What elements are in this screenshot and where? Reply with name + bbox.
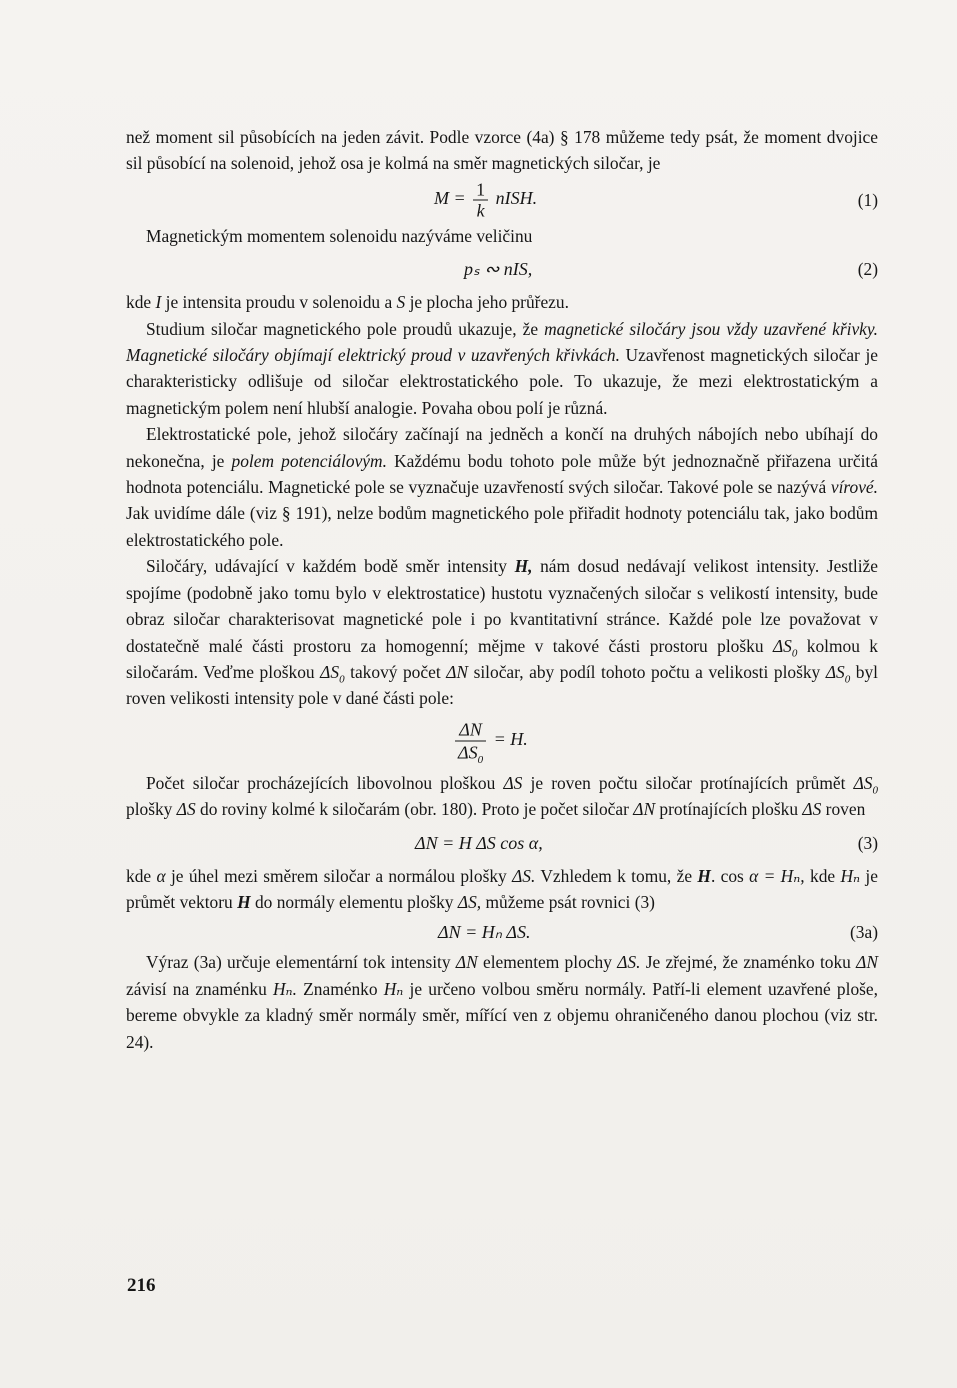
equation-1-number: (1) — [857, 189, 878, 210]
symbol-base: ΔS — [458, 742, 478, 763]
paragraph-3 — [126, 289, 878, 315]
equation-2-formula: pₛ ∾ nIS, — [464, 259, 533, 280]
symbol: ΔS — [176, 799, 196, 820]
symbol: ΔN — [856, 952, 878, 973]
text-span: Každému bodu tohoto pole může být jednoznačně přiřazena určitá hodnota potenciálu. Magnetické pole se vyznačuje uzavřeností svých siločar. Takové pole se nazývá — [126, 450, 878, 498]
text-span: Siločáry, udávající v každém bodě směr intensity — [146, 556, 507, 577]
text-span: kde — [126, 292, 152, 313]
subscript: 0 — [872, 784, 878, 797]
text-span: protínajících plošku — [659, 799, 799, 820]
symbol: ΔN — [446, 661, 469, 682]
text-span: Výraz (3a) určuje elementární tok intensity — [146, 952, 451, 973]
text-span: nám dosud nedávají velikost intensity. Jestliže spojíme (podobně jako tomu bylo v elektrostatice) hustotu vyznačených siločar s velikostí intensity, bude obraz siločar charakterisovat magnetické pole i po kvantitativní stránce. Každé pole lze považovat v dostatečně malé části prostoru za homogenní; mějme v takové části prostoru plošku — [126, 556, 879, 656]
text-span: je průmět vektoru — [126, 865, 878, 912]
paragraph-8 — [126, 863, 878, 916]
text-span: siločar, aby podíl tohoto počtu a velikosti plošky — [473, 661, 821, 682]
text-span: Jak uvidíme dále (viz § 191), nelze bodům magnetického pole přiřadit hodnoty potenciálu tak, jako bodům elektrostatického pole. — [126, 503, 878, 550]
symbol-base: ΔS — [772, 635, 792, 656]
subscript: 0 — [339, 673, 345, 686]
equation-3-formula: ΔN = H ΔS cos α, — [415, 832, 543, 853]
text-span: Je zřejmé, že znaménko toku — [645, 952, 851, 973]
symbol-base: ΔS — [320, 661, 340, 682]
vector-symbol: H — [237, 891, 251, 912]
symbol: I — [155, 292, 162, 313]
text-span: je intensita proudu v solenoidu a — [165, 292, 393, 313]
equation-3a-formula: ΔN = Hₙ ΔS. — [438, 922, 531, 943]
text-span: je roven počtu siločar protínajících průmět — [530, 772, 846, 793]
text-span: Elektrostatické pole, jehož siločáry začínají na jedněch a končí na druhých nábojích nebo ubíhají do nekonečna, je — [126, 424, 878, 471]
subscript: 0 — [477, 753, 484, 766]
text-span: roven — [825, 799, 866, 820]
subscript: 0 — [791, 646, 798, 659]
page-number: 216 — [127, 1275, 156, 1296]
text-span: Vzhledem k tomu, že — [540, 865, 693, 886]
text-span: kde — [126, 865, 152, 886]
symbol: ΔN — [455, 952, 478, 973]
symbol — [320, 661, 345, 686]
symbol — [853, 772, 878, 797]
text-span: je určeno volbou směru normály. Patří-li element uzavřené ploše, bereme obvykle za kladný směr normály směr, mířící ven z objemu ohraničeného danou plochou (viz str. 24). — [126, 978, 878, 1052]
equation-1 — [126, 177, 878, 223]
text-span: kolmou k siločarám. Veďme ploškou — [126, 635, 878, 682]
symbol: ΔS — [503, 772, 523, 793]
symbol-base: ΔS — [853, 772, 873, 793]
page-body — [126, 124, 878, 1055]
equation-1-formula — [434, 179, 537, 220]
eq1-rhs: nISH. — [495, 187, 538, 208]
fraction — [455, 718, 486, 766]
symbol: Hₙ. — [273, 978, 297, 999]
paragraph-6 — [126, 553, 878, 711]
symbol — [825, 661, 851, 686]
equation-fraction — [126, 712, 878, 770]
equation-3-number: (3) — [857, 832, 878, 853]
paragraph-7 — [126, 770, 878, 823]
symbol: ΔS, — [457, 891, 482, 912]
symbol: ΔS. — [617, 952, 641, 973]
equation-2 — [126, 249, 878, 289]
symbol-base: ΔS — [825, 661, 845, 682]
fraction-numerator: ΔN — [455, 718, 486, 741]
paragraph-1 — [126, 124, 878, 177]
fraction-denominator — [455, 741, 486, 766]
vector-symbol: H — [697, 865, 711, 886]
equation-fraction-formula — [452, 718, 528, 766]
paragraph-5 — [126, 421, 878, 553]
text-span: můžeme psát rovnici (3) — [485, 891, 655, 912]
paragraph-2 — [126, 223, 878, 249]
eq1-fraction — [473, 179, 488, 220]
symbol: ΔS — [802, 799, 822, 820]
symbol: α — [156, 865, 166, 886]
text-span: Znaménko — [303, 978, 378, 999]
text-span: kde — [810, 865, 836, 886]
text-span: plošky — [126, 799, 173, 820]
emphasis: vírové. — [830, 477, 878, 498]
equation-2-number: (2) — [857, 259, 878, 280]
eq1-lhs: M = — [434, 187, 466, 208]
text-span: je plocha jeho průřezu. — [409, 292, 569, 313]
text-span: elementem plochy — [482, 952, 612, 973]
paragraph-9 — [126, 949, 878, 1055]
equation-3a-number: (3a) — [850, 922, 878, 943]
text-span: takový počet — [350, 661, 441, 682]
symbol — [772, 635, 798, 659]
text-span: byl roven velikosti intensity pole v dané části pole: — [126, 661, 878, 709]
text-span: závisí na znaménku — [126, 978, 267, 999]
fraction-rhs: = H. — [493, 728, 528, 749]
text-span: do roviny kolmé k siločarám (obr. 180). Proto je počet siločar — [200, 799, 629, 820]
text-span: . cos — [710, 865, 744, 886]
equation-3 — [126, 823, 878, 863]
subscript: 0 — [844, 673, 851, 686]
symbol: ΔS. — [512, 865, 536, 886]
text-span: Studium siločar magnetického pole proudů ukazuje, že — [146, 318, 539, 339]
text-span: Magnetickým momentem solenoidu nazýváme veličinu — [146, 225, 533, 246]
emphasis: polem potenciálovým. — [231, 450, 387, 471]
emphasis: magnetické siločáry jsou vždy uzavřené křivky. Magnetické siločáry objímají elektrický proud v uzavřených křivkách. — [126, 318, 878, 366]
symbol: Hₙ — [383, 978, 404, 999]
text-span: do normály elementu plošky — [254, 891, 454, 912]
equation-3a — [126, 915, 878, 949]
vector-symbol: H, — [514, 556, 533, 577]
paragraph-4 — [126, 316, 878, 422]
symbol: ΔN — [633, 799, 656, 820]
symbol: Hₙ — [840, 865, 861, 886]
text-span: než moment sil působících na jeden závit. Podle vzorce (4a) § 178 můžeme tedy psát, že moment dvojice sil působící na solenoid, jehož osa je kolmá na směr magnetických siločar, je — [126, 127, 878, 174]
text-span: Uzavřenost magnetických siločar je charakteristicky odlišuje od siločar elektrostatického pole. To ukazuje, že mezi elektrostatickým a magnetickým polem není hlubší analogie. Povaha obou polí je různá. — [126, 345, 878, 418]
symbol: S — [396, 292, 406, 313]
text-span: Počet siločar procházejících libovolnou ploškou — [146, 772, 496, 793]
symbol: α = Hₙ, — [749, 865, 805, 886]
eq1-numerator: 1 — [473, 179, 488, 200]
text-span: je úhel mezi směrem siločar a normálou plošky — [170, 865, 507, 886]
eq1-denominator: k — [476, 200, 485, 221]
